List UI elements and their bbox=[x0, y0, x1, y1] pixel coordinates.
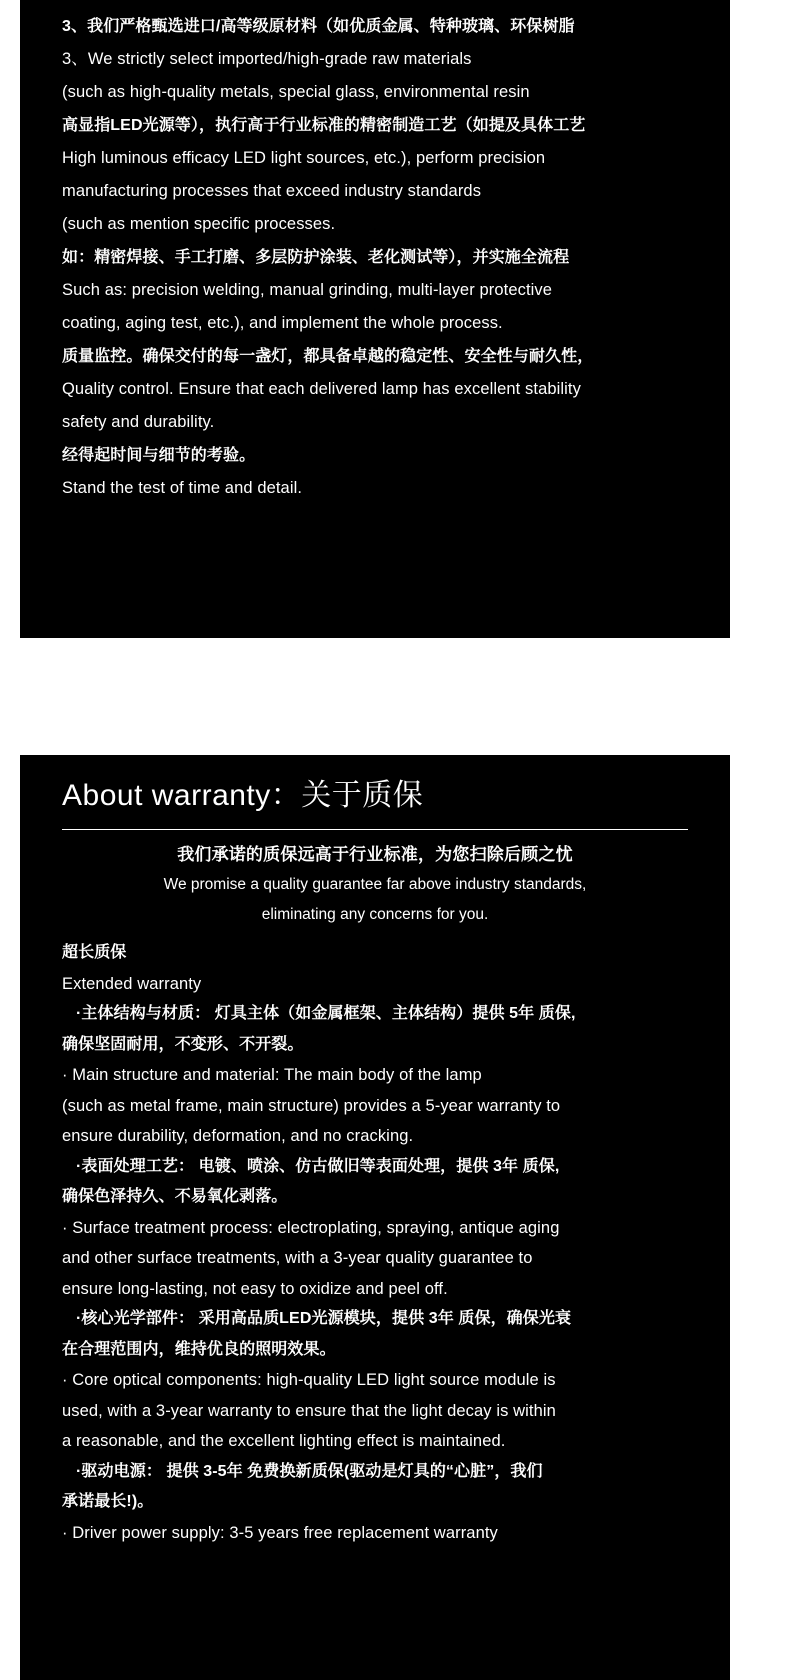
warranty-line: ·主体结构与材质： 灯具主体（如金属框架、主体结构）提供 5年 质保, bbox=[76, 1005, 576, 1022]
warranty-line: ensure durability, deformation, and no cracking. bbox=[62, 1127, 414, 1145]
warranty-line: and other surface treatments, with a 3-year quality guarantee to bbox=[62, 1249, 533, 1267]
warranty-line: · Surface treatment process: electroplating, spraying, antique aging bbox=[62, 1218, 560, 1237]
warranty-details-block bbox=[20, 930, 730, 1548]
materials-line: Such as: precision welding, manual grinding, multi-layer protective bbox=[62, 281, 553, 299]
warranty-line: 承诺最长!)。 bbox=[62, 1493, 154, 1510]
materials-line: (such as high-quality metals, special glass, environmental resin bbox=[62, 83, 530, 101]
warranty-line: ·核心光学部件： 采用高品质LED光源模块，提供 3年 质保，确保光衰 bbox=[76, 1310, 572, 1327]
warranty-line: Extended warranty bbox=[62, 974, 202, 993]
materials-process-panel bbox=[20, 0, 730, 638]
warranty-line: · Main structure and material: The main body of the lamp bbox=[62, 1066, 482, 1084]
warranty-line: · Driver power supply: 3-5 years free replacement warranty bbox=[62, 1523, 498, 1542]
warranty-line: · Core optical components: high-quality LED light source module is bbox=[62, 1371, 556, 1389]
warranty-line: 超长质保 bbox=[62, 944, 127, 961]
materials-line: (such as mention specific processes. bbox=[62, 215, 336, 233]
materials-line: manufacturing processes that exceed industry standards bbox=[62, 182, 482, 200]
warranty-line: (such as metal frame, main structure) provides a 5-year warranty to bbox=[62, 1096, 561, 1115]
materials-line: safety and durability. bbox=[62, 413, 215, 431]
materials-line: High luminous efficacy LED light sources, etc.), perform precision bbox=[62, 149, 546, 167]
warranty-intro-cn: 我们承诺的质保远高于行业标准，为您扫除后顾之忧 bbox=[177, 845, 573, 864]
warranty-line: 确保色泽持久、不易氧化剥落。 bbox=[62, 1188, 288, 1205]
materials-line: 质量监控。确保交付的每一盏灯，都具备卓越的稳定性、安全性与耐久性， bbox=[62, 348, 594, 365]
warranty-intro-en-2: eliminating any concerns for you. bbox=[261, 906, 489, 923]
materials-line: 3、我们严格甄选进口/高等级原材料（如优质金属、特种玻璃、环保树脂 bbox=[62, 18, 575, 35]
warranty-line: a reasonable, and the excellent lighting effect is maintained. bbox=[62, 1432, 506, 1450]
warranty-intro-en-1: We promise a quality guarantee far above industry standards, bbox=[163, 876, 587, 893]
warranty-line: 确保坚固耐用，不变形、不开裂。 bbox=[62, 1035, 304, 1053]
materials-line: coating, aging test, etc.), and implement the whole process. bbox=[62, 314, 503, 332]
materials-line: 经得起时间与细节的考验。 bbox=[62, 447, 256, 464]
warranty-line: ensure long-lasting, not easy to oxidize and peel off. bbox=[62, 1279, 448, 1298]
warranty-line: 在合理范围内，维持优良的照明效果。 bbox=[62, 1340, 336, 1358]
materials-line: 如：精密焊接、手工打磨、多层防护涂装、老化测试等），并实施全流程 bbox=[62, 249, 570, 266]
materials-line: 高显指LED光源等），执行高于行业标准的精密制造工艺（如提及具体工艺 bbox=[62, 117, 586, 134]
warranty-title: About warranty：关于质保 bbox=[62, 779, 424, 812]
warranty-line: ·驱动电源： 提供 3-5年 免费换新质保(驱动是灯具的“心脏”，我们 bbox=[76, 1462, 543, 1480]
materials-text-block bbox=[20, 10, 730, 505]
warranty-panel bbox=[20, 755, 730, 1680]
warranty-line: ·表面处理工艺： 电镀、喷涂、仿古做旧等表面处理，提供 3年 质保, bbox=[76, 1157, 560, 1175]
materials-line: Quality control. Ensure that each delivered lamp has excellent stability bbox=[62, 380, 581, 398]
materials-line: Stand the test of time and detail. bbox=[62, 479, 303, 497]
materials-line: 3、We strictly select imported/high-grade raw materials bbox=[62, 50, 472, 68]
warranty-intro bbox=[20, 830, 730, 930]
warranty-line: used, with a 3-year warranty to ensure that the light decay is within bbox=[62, 1401, 556, 1420]
